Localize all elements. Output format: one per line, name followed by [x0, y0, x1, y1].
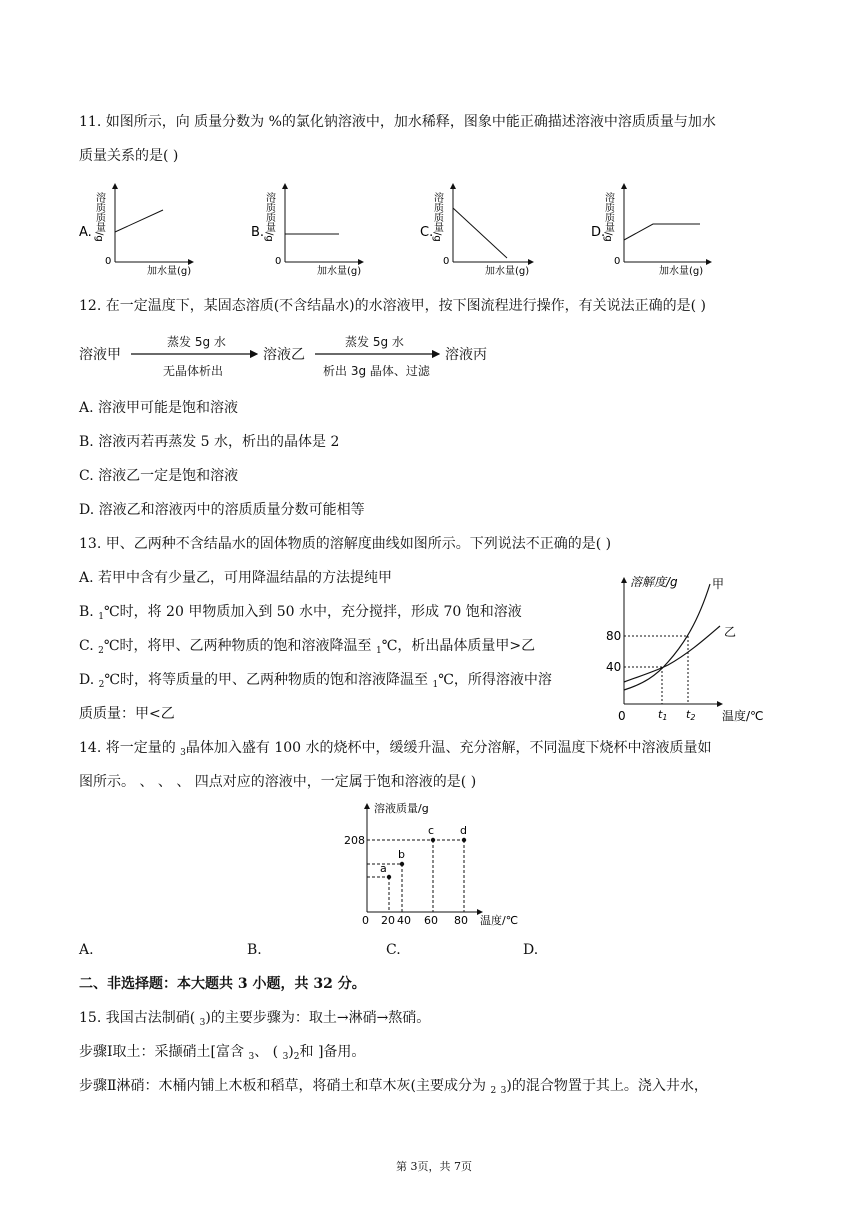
q13-curve-jia	[624, 584, 710, 690]
q14-option-c: C.	[386, 942, 401, 958]
q14-label-a: a	[380, 862, 387, 875]
q14-line1: 14. 将一定量的 $_3$晶体加入盛有 100 水的烧杯中，缓缓升温、充分溶解，不同温度下烧杯中溶液质量如	[79, 740, 712, 758]
q13-t1: t1	[658, 708, 668, 722]
q13-option-d-cont: 质质量：甲<乙	[79, 706, 175, 722]
q11-c-label: C.	[420, 225, 434, 240]
q14-point-d	[462, 838, 466, 842]
q13-curve-yi	[624, 626, 720, 682]
q11-graph-b	[251, 184, 363, 277]
q12-flowchart	[79, 330, 519, 380]
q15-line2: 步骤Ⅰ取土：采撷硝土[富含 $_3$、 ( $_3)_2$和 ]备用。	[79, 1044, 366, 1062]
q11-c-zero: 0	[443, 256, 450, 267]
q14-line2: 图所示。 、 、 、 四点对应的溶液中，一定属于饱和溶液的是( )	[79, 774, 477, 790]
q11-c-xlabel: 加水量(g)	[485, 266, 530, 277]
flow-solution-bing: 溶液丙	[445, 347, 487, 363]
q13-xlabel: 温度/℃	[722, 709, 764, 723]
q13-solubility-chart	[598, 572, 778, 727]
flow-arrow2-bottom: 析出 3g 晶体、过滤	[323, 364, 430, 378]
q14-x20: 20	[381, 914, 395, 927]
q13-series-yi: 乙	[724, 625, 737, 639]
q11-a-label: A.	[79, 225, 92, 240]
q15-line1: 15. 我国古法制硝( $_3$)的主要步骤为：取土→淋硝→熬硝。	[79, 1010, 431, 1028]
q14-x0: 0	[362, 914, 369, 927]
q14-point-b	[400, 862, 404, 866]
page-footer: 第 3页，共 7页	[396, 1160, 472, 1173]
flow-arrow2-top: 蒸发 5g 水	[345, 335, 404, 349]
q14-option-a: A.	[79, 942, 94, 958]
q13-option-c: C. $_2$℃时，将甲、乙两种物质的饱和溶液降温至 $_1$℃，析出晶体质量甲>乙	[79, 638, 536, 656]
q11-graph-d	[591, 184, 711, 277]
q13-t2: t2	[686, 708, 696, 722]
flow-arrow1-top: 蒸发 5g 水	[167, 335, 226, 349]
q14-label-b: b	[398, 848, 405, 861]
q11-graph-c	[420, 184, 533, 277]
q12-stem: 12. 在一定温度下，某固态溶质(不含结晶水)的水溶液甲，按下图流程进行操作，有关说法正确的是( )	[79, 298, 707, 314]
q14-label-d: d	[460, 824, 467, 837]
section2-heading: 二、非选择题：本大题共 3 小题，共 32 分。	[79, 976, 366, 992]
q14-x40: 40	[397, 914, 411, 927]
q11-d-label: D.	[591, 225, 606, 240]
q12-option-b: B. 溶液丙若再蒸发 5 水，析出的晶体是 2	[79, 434, 340, 450]
q11-line1: 11. 如图所示，向 质量分数为 %的氯化钠溶液中，加水稀释，图象中能正确描述溶液中溶质质量与加水	[79, 114, 716, 130]
q14-x80: 80	[454, 914, 468, 927]
q12-option-c: C. 溶液乙一定是饱和溶液	[79, 468, 239, 484]
flow-arrows	[79, 330, 519, 380]
q11-graphs	[75, 178, 715, 278]
q14-solution-mass-chart	[340, 798, 540, 933]
q12-option-d: D. 溶液乙和溶液丙中的溶质质量分数可能相等	[79, 502, 365, 518]
q11-a-ylabel: 溶质质量/g	[93, 192, 105, 242]
q14-ylabel: 溶液质量/g	[374, 802, 429, 815]
q13-stem: 13. 甲、乙两种不含结晶水的固体物质的溶解度曲线如图所示。下列说法不正确的是( )	[79, 536, 612, 552]
flow-solution-yi: 溶液乙	[263, 347, 305, 363]
q11-b-zero: 0	[275, 256, 282, 267]
q13-option-b: B. $_1$℃时，将 20 甲物质加入到 50 水中，充分搅拌，形成 70 饱和溶液	[79, 604, 522, 622]
q13-option-a: A. 若甲中含有少量乙，可用降温结晶的方法提纯甲	[79, 570, 393, 586]
q11-a-xlabel: 加水量(g)	[147, 266, 192, 277]
q13-y80: 80	[606, 629, 622, 643]
q14-y208: 208	[344, 834, 365, 847]
q14-point-a	[387, 875, 391, 879]
q11-b-label: B.	[251, 225, 265, 240]
q14-point-c	[431, 838, 435, 842]
q14-option-d: D.	[523, 942, 539, 958]
q13-option-d: D. $_2$℃时，将等质量的甲、乙两种物质的饱和溶液降温至 $_1$℃，所得溶液中溶	[79, 672, 552, 690]
q11-a-zero: 0	[105, 256, 112, 267]
q13-zero: 0	[618, 709, 626, 723]
q13-series-jia: 甲	[712, 577, 725, 591]
q11-graph-a	[79, 184, 193, 277]
q11-d-ylabel: 溶质质量/g	[602, 192, 614, 242]
q14-label-c: c	[428, 824, 435, 837]
q11-d-xlabel: 加水量(g)	[659, 266, 704, 277]
q11-c-ylabel: 溶质质量/g	[431, 192, 443, 242]
q12-option-a: A. 溶液甲可能是饱和溶液	[79, 400, 239, 416]
flow-solution-jia: 溶液甲	[79, 347, 121, 363]
q11-b-xlabel: 加水量(g)	[317, 266, 362, 277]
q13-ylabel: 溶解度/g	[630, 575, 678, 589]
q13-y40: 40	[606, 660, 622, 674]
flow-arrow1-bottom: 无晶体析出	[163, 364, 224, 378]
q14-x60: 60	[424, 914, 438, 927]
q11-b-ylabel: 溶质质量/g	[263, 192, 275, 242]
q15-line3: 步骤Ⅱ淋硝：木桶内铺上木板和稻草，将硝土和草木灰(主要成分为 $_2$ $_3$)的混合物置于其上。浇入井水，	[79, 1078, 708, 1096]
q11-line2: 质量关系的是( )	[79, 148, 179, 164]
q14-option-b: B.	[247, 942, 262, 958]
q11-d-zero: 0	[614, 256, 621, 267]
q14-xlabel: 温度/℃	[480, 914, 519, 927]
